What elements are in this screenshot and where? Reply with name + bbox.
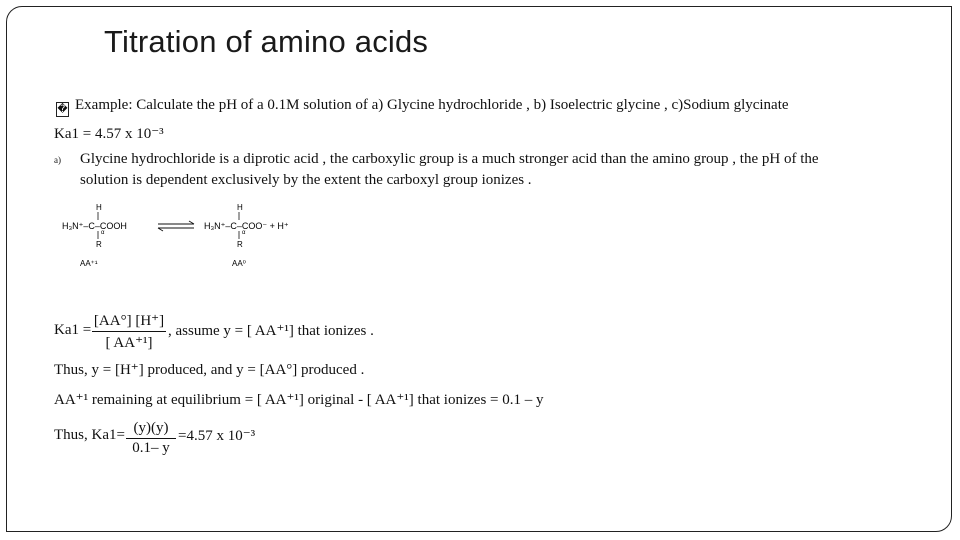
left-alpha: α <box>101 230 105 236</box>
left-formula: H₃N⁺–C–COOH <box>62 221 127 231</box>
eq1-fraction <box>92 311 166 352</box>
eq2-lhs: Thus, Ka1= <box>54 427 125 443</box>
right-bottom-atom: R <box>237 240 243 249</box>
right-top-atom: H <box>237 203 243 212</box>
right-label: AA⁰ <box>232 259 246 268</box>
eq1-fraction-bar <box>92 331 166 332</box>
eq2-fraction-bar <box>126 438 176 439</box>
left-label: AA⁺¹ <box>80 259 98 268</box>
right-alpha: α <box>242 230 246 236</box>
eq1-denominator: [ AA⁺¹] <box>105 335 153 351</box>
equilibrium-line: AA⁺¹ remaining at equilibrium = [ AA⁺¹] original - [ AA⁺¹] that ionizes = 0.1 – y <box>54 392 544 408</box>
thus-line: Thus, y = [H⁺] produced, and y = [AA°] produced . <box>54 362 365 378</box>
eq2-numerator: (y)(y) <box>133 420 169 436</box>
eq2-rest: =4.57 x 10⁻³ <box>178 428 256 444</box>
part-a-line-1: Glycine hydrochloride is a diprotic acid , the carboxylic group is a much stronger acid than the amino group , the pH of the <box>80 151 819 167</box>
eq1-lhs: Ka1 = <box>54 322 92 338</box>
example-text: Example: Calculate the pH of a 0.1M solution of a) Glycine hydrochloride , b) Isoelectric glycine , c)Sodium glycinate <box>75 97 789 113</box>
left-bottom-atom: R <box>96 240 102 249</box>
ka1-value: Ka1 = 4.57 x 10⁻³ <box>54 126 164 142</box>
left-top-atom: H <box>96 203 102 212</box>
eq1-rest: , assume y = [ AA⁺¹] that ionizes . <box>168 323 374 339</box>
part-a-marker: a) <box>54 155 61 165</box>
eq2-denominator: 0.1– y <box>132 440 170 456</box>
right-formula: H₃N⁺–C–COO⁻ + H⁺ <box>204 221 289 231</box>
eq1-numerator: [AA°] [H⁺] <box>93 313 165 329</box>
eq2-fraction <box>126 420 176 457</box>
part-a-line-2: solution is dependent exclusively by the extent the carboxyl group ionizes . <box>80 172 532 188</box>
slide-title: Titration of amino acids <box>104 24 429 59</box>
bullet-glyph: � <box>57 104 68 115</box>
reaction-diagram <box>60 202 320 270</box>
